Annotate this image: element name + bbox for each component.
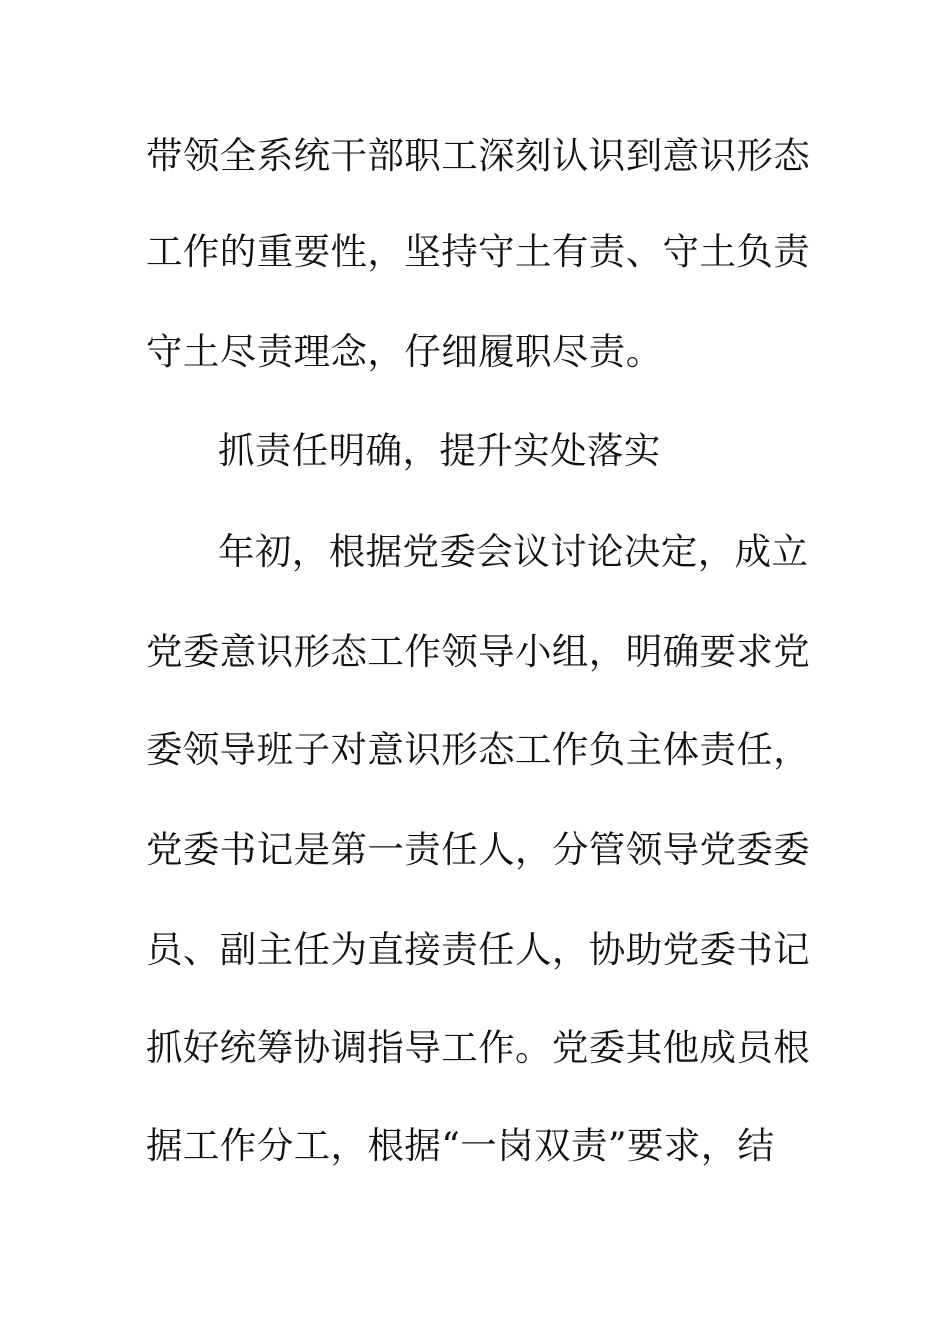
text-line-9: 员、副主任为直接责任人，协助党委书记 bbox=[146, 928, 811, 971]
text-line-2: 工作的重要性，坚持守土有责、守土负责 bbox=[146, 230, 811, 273]
text-line-10: 抓好统筹协调指导工作。党委其他成员根 bbox=[146, 1026, 811, 1069]
text-line-3: 守土尽责理念，仔细履职尽责。 bbox=[146, 330, 663, 373]
text-line-5: 年初，根据党委会议讨论决定，成立 bbox=[218, 530, 809, 573]
text-line-1: 带领全系统干部职工深刻认识到意识形态 bbox=[146, 134, 811, 177]
text-line-7: 委领导班子对意识形态工作负主体责任， bbox=[146, 728, 811, 771]
section-heading: 抓责任明确，提升实处落实 bbox=[218, 429, 661, 472]
text-line-11: 据工作分工，根据“一岗双责”要求，结 bbox=[146, 1124, 775, 1167]
text-line-6: 党委意识形态工作领导小组，明确要求党 bbox=[146, 630, 811, 673]
text-line-8: 党委书记是第一责任人，分管领导党委委 bbox=[146, 828, 811, 871]
